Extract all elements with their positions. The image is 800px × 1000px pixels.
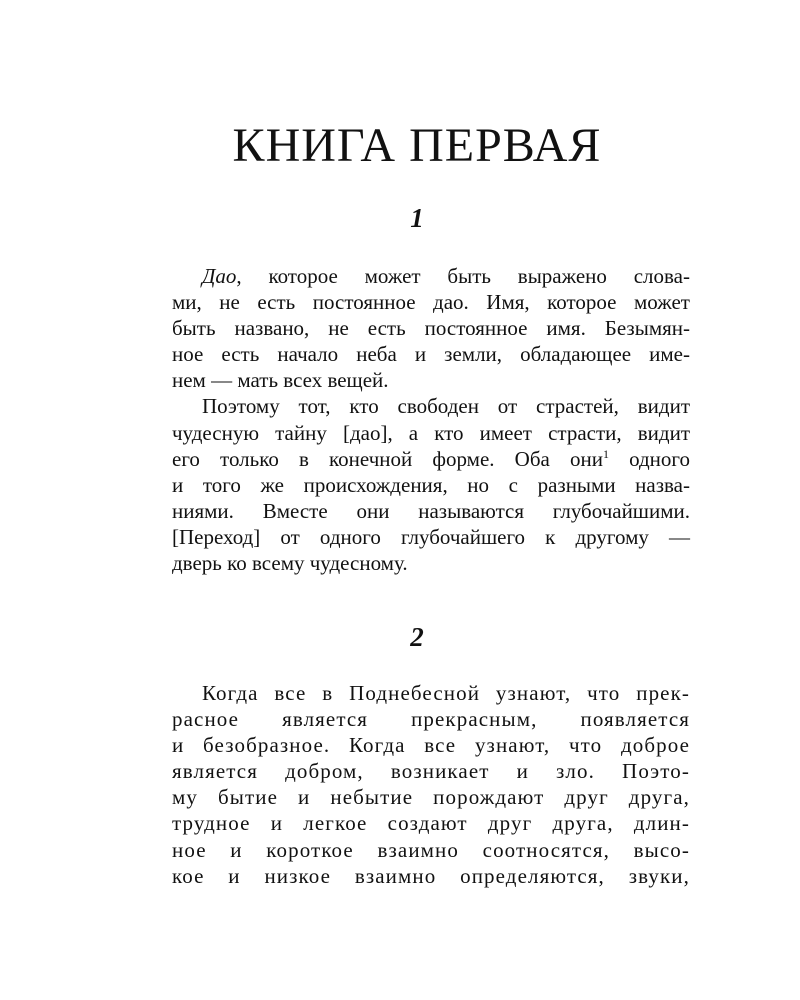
chapter-number: 1: [410, 203, 424, 233]
text-line: дверь ко всему чудесному.: [172, 551, 408, 576]
text-line: Когда все в Поднебесной узнают, что прек-: [202, 681, 690, 705]
text-line: трудное и легкое создают друг друга, длин-: [172, 811, 690, 836]
text-line: кое и низкое взаимно определяются, звуки,: [172, 863, 690, 888]
text-line: ное есть начало неба и земли, обладающее име-: [172, 342, 690, 367]
text-line: ное и короткое взаимно соотносятся, высо-: [172, 837, 690, 862]
paragraph: [142, 680, 690, 889]
text-line: [142, 263, 690, 289]
text-line: нем — мать всех вещей.: [172, 368, 389, 393]
book-title: КНИГА ПЕРВАЯ: [232, 119, 602, 172]
chapter-2-text: [142, 680, 690, 889]
text-line: [142, 446, 690, 472]
footnote-marker[interactable]: 1: [602, 446, 609, 461]
text-line: расное является прекрасным, появляется: [172, 707, 690, 732]
text-line: Поэтому тот, кто свободен от страстей, видит: [202, 394, 690, 419]
text-line: ниями. Вместе они называются глубочайшими.: [172, 498, 690, 523]
paragraph: [142, 393, 690, 576]
text-line: [Переход] от одного глубочайшего к другому —: [172, 524, 690, 549]
text-line: чудесную тайну [дао], а кто имеет страсти, видит: [172, 420, 690, 445]
text-line: му бытие и небытие порождают друг друга,: [172, 785, 690, 810]
text-segment: его только в конечной форме. Оба они: [172, 446, 603, 471]
text-line: и того же происхождения, но с разными назва-: [172, 472, 690, 497]
chapter-1-text: [142, 263, 690, 576]
text-line-rest: , которое может быть выражено слова-: [236, 264, 690, 288]
dao-term: Дао: [202, 264, 237, 288]
text-line: является добром, возникает и зло. Поэто-: [172, 759, 690, 784]
text-line: ми, не есть постоянное дао. Имя, которое может: [172, 290, 690, 315]
text-line: и безобразное. Когда все узнают, что доброе: [172, 733, 690, 758]
text-line: быть названо, не есть постоянное имя. Безымян-: [172, 316, 690, 341]
paragraph: [142, 263, 690, 393]
text-segment: одного: [608, 446, 690, 471]
chapter-number: 2: [410, 622, 424, 652]
